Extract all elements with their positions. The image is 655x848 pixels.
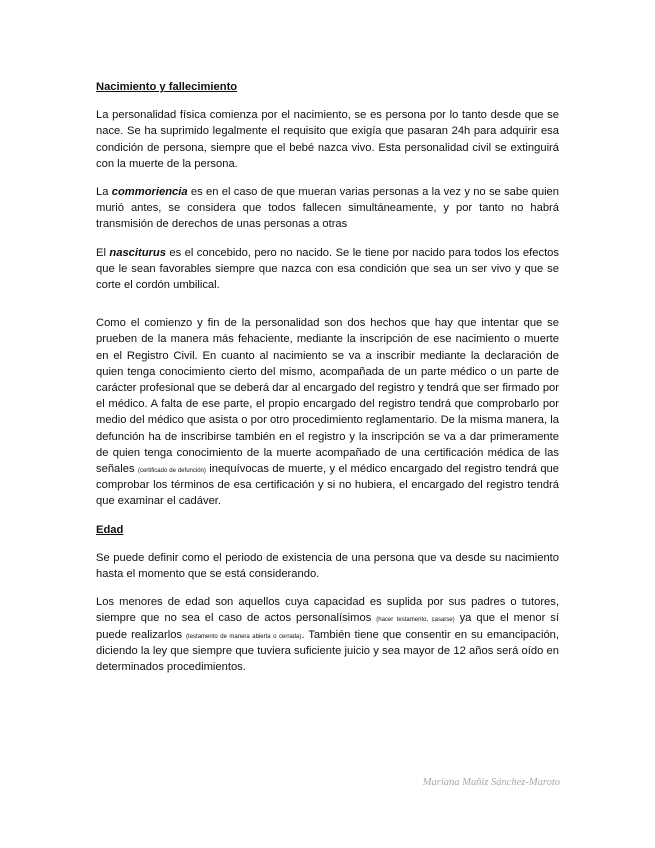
note-testamento: (testamento de manera abierta o cerrada)	[186, 633, 302, 640]
note-actos: (hacer testamento, casarse)	[376, 617, 455, 624]
term-nasciturus: nasciturus	[109, 246, 166, 259]
paragraph-edad-definicion: Se puede definir como el periodo de existencia de una persona que va desde su nacimiento hasta el momento que se está considerando.	[96, 551, 559, 581]
footer-author: Mariana Muñiz Sánchez-Maroto	[422, 777, 560, 788]
note-certificado: (certificado de defunción)	[137, 468, 206, 475]
text: Como el comienzo y fin de la personalidad son dos hechos que hay que intentar que se prueben de la manera más fehaciente, mediante la inscripción de ese nacimiento o muerte en el Registro Civil. En cuanto al nacimiento se va a inscribir mediante la declaración de quien tenga conocimiento cierto del mismo, acompañada de un parte médico o un parte de carácter profesional que se deberá dar al encargado del registro y tendrá que ser firmado por el médico. A falta de ese parte, el propio encargado del registro tendrá que comprobarlo por medio del médico que asista o por otro procedimiento reglamentario. De la misma manera, la defunción ha de inscribirse también en el registro y la inscripción se va a dar primeramente de quien tenga conocimiento de la muerte acompañado de una certificación médica de las señales	[96, 317, 559, 476]
text: La	[96, 186, 112, 199]
paragraph-menores	[96, 594, 559, 675]
text: es en el caso de que mueran varias personas a la vez y no se sabe quien murió antes, se considera que todos fallecen simultáneamente, y por tanto no habrá transmisión de derechos de unas personas a otras	[96, 186, 559, 231]
paragraph-registro-civil	[96, 315, 559, 509]
section-heading-nacimiento: Nacimiento y fallecimiento	[96, 81, 238, 93]
term-commoriencia: commoriencia	[111, 186, 188, 199]
paragraph-commoriencia	[96, 184, 559, 233]
document-body	[96, 79, 559, 687]
text: Los menores de edad son aquellos cuya capacidad es suplida por sus padres o tutores, siempre que no sea el caso de actos personalísimos	[96, 596, 559, 625]
text: inequívocas de muerte, y el médico encargado del registro tendrá que comprobar los términos de esa certificación y si no hubiera, el encargado del registro tendrá que examinar el cadáver.	[96, 463, 559, 508]
paragraph-nasciturus	[96, 245, 559, 294]
text: es el concebido, pero no nacido. Se le tiene por nacido para todos los efectos que le sean favorables siempre que nazca con esa condición que sea un ser vivo y que se corte el cordón umbilical.	[96, 246, 559, 292]
text: El	[96, 246, 110, 259]
text: . También tiene que consentir en su emancipación, diciendo la ley que siempre que tuviera suficiente juicio y sea mayor de 12 años será oído en determinados procedimientos.	[96, 628, 560, 674]
text: ya que el menor sí puede realizarlos	[96, 612, 559, 641]
section-heading-edad: Edad	[96, 523, 124, 536]
paragraph-personalidad: La personalidad física comienza por el nacimiento, se es persona por lo tanto desde que se nace. Se ha suprimido legalmente el requisito que exigía que pasaran 24h para adquirir esa condición de persona, siempre que el bebé nazca vivo. Esta personalidad civil se extinguirá con la muerte de la persona.	[96, 109, 559, 170]
